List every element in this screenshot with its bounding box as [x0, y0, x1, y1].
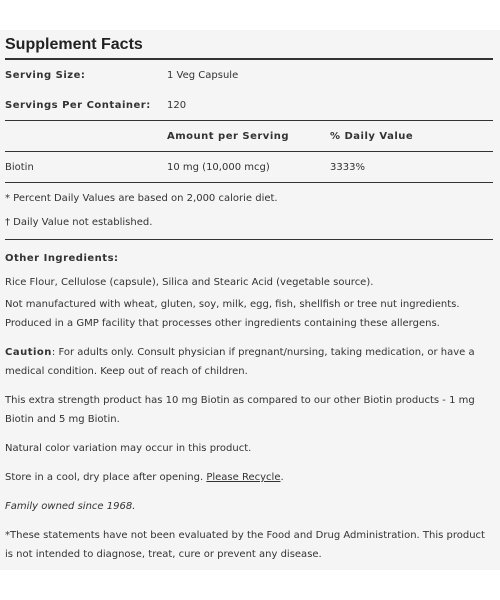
bottom-spacer: [0, 570, 500, 600]
supplement-facts-panel: [0, 30, 500, 570]
nutrient-row: [5, 152, 493, 182]
servings-per-container-row: [5, 90, 493, 120]
nutrient-daily-value: 3333%: [330, 161, 365, 173]
servings-label: Servings Per Container:: [5, 99, 151, 111]
family-owned-text: [5, 497, 493, 516]
serving-size-value: 1 Veg Capsule: [167, 69, 239, 81]
family-owned-italic: Family owned since 1968.: [5, 501, 136, 512]
other-ingredients-heading: Other Ingredients:: [5, 253, 119, 264]
footnote-percent: * Percent Daily Values are based on 2,000 calorie diet.: [5, 193, 278, 204]
amount-per-serving-header: Amount per Serving: [167, 130, 290, 142]
serving-size-label: Serving Size:: [5, 69, 86, 81]
please-recycle-link[interactable]: Please Recycle: [206, 472, 281, 483]
table-header-row: [5, 121, 493, 151]
nutrient-amount: 10 mg (10,000 mcg): [167, 161, 270, 173]
caution-body: : For adults only. Consult physician if pregnant/nursing, taking medication, or have a medical condition. Keep out of reach of children.: [5, 347, 475, 377]
caution-text: [5, 343, 493, 381]
footnote-dagger: † Daily Value not established.: [5, 217, 153, 228]
storage-text: [5, 468, 493, 487]
divider: [5, 239, 493, 240]
page-title: Supplement Facts: [5, 36, 143, 53]
ingredients-text: Rice Flour, Cellulose (capsule), Silica and Stearic Acid (vegetable source).: [5, 277, 374, 288]
servings-value: 120: [167, 99, 187, 111]
caution-label: Caution: [5, 347, 52, 358]
divider: [5, 182, 493, 183]
storage-prefix: Store in a cool, dry place after opening.: [5, 472, 207, 483]
daily-value-header: % Daily Value: [330, 130, 414, 142]
color-variation-text: Natural color variation may occur in this product.: [5, 443, 252, 454]
fda-disclaimer: *These statements have not been evaluated by the Food and Drug Administration. This product is not intended to diagnose, treat, cure or prevent any disease.: [5, 530, 485, 560]
allergen-text: Not manufactured with wheat, gluten, soy, milk, egg, fish, shellfish or tree nut ingredients. Produced in a GMP facility that processes other ingredients containing these allergens.: [5, 299, 460, 329]
storage-suffix: .: [280, 472, 284, 483]
strength-text: This extra strength product has 10 mg Biotin as compared to our other Biotin products - 1 mg Biotin and 5 mg Biotin.: [5, 395, 475, 425]
nutrient-name: Biotin: [5, 161, 34, 173]
top-spacer: [0, 0, 500, 30]
serving-size-row: [5, 60, 493, 90]
